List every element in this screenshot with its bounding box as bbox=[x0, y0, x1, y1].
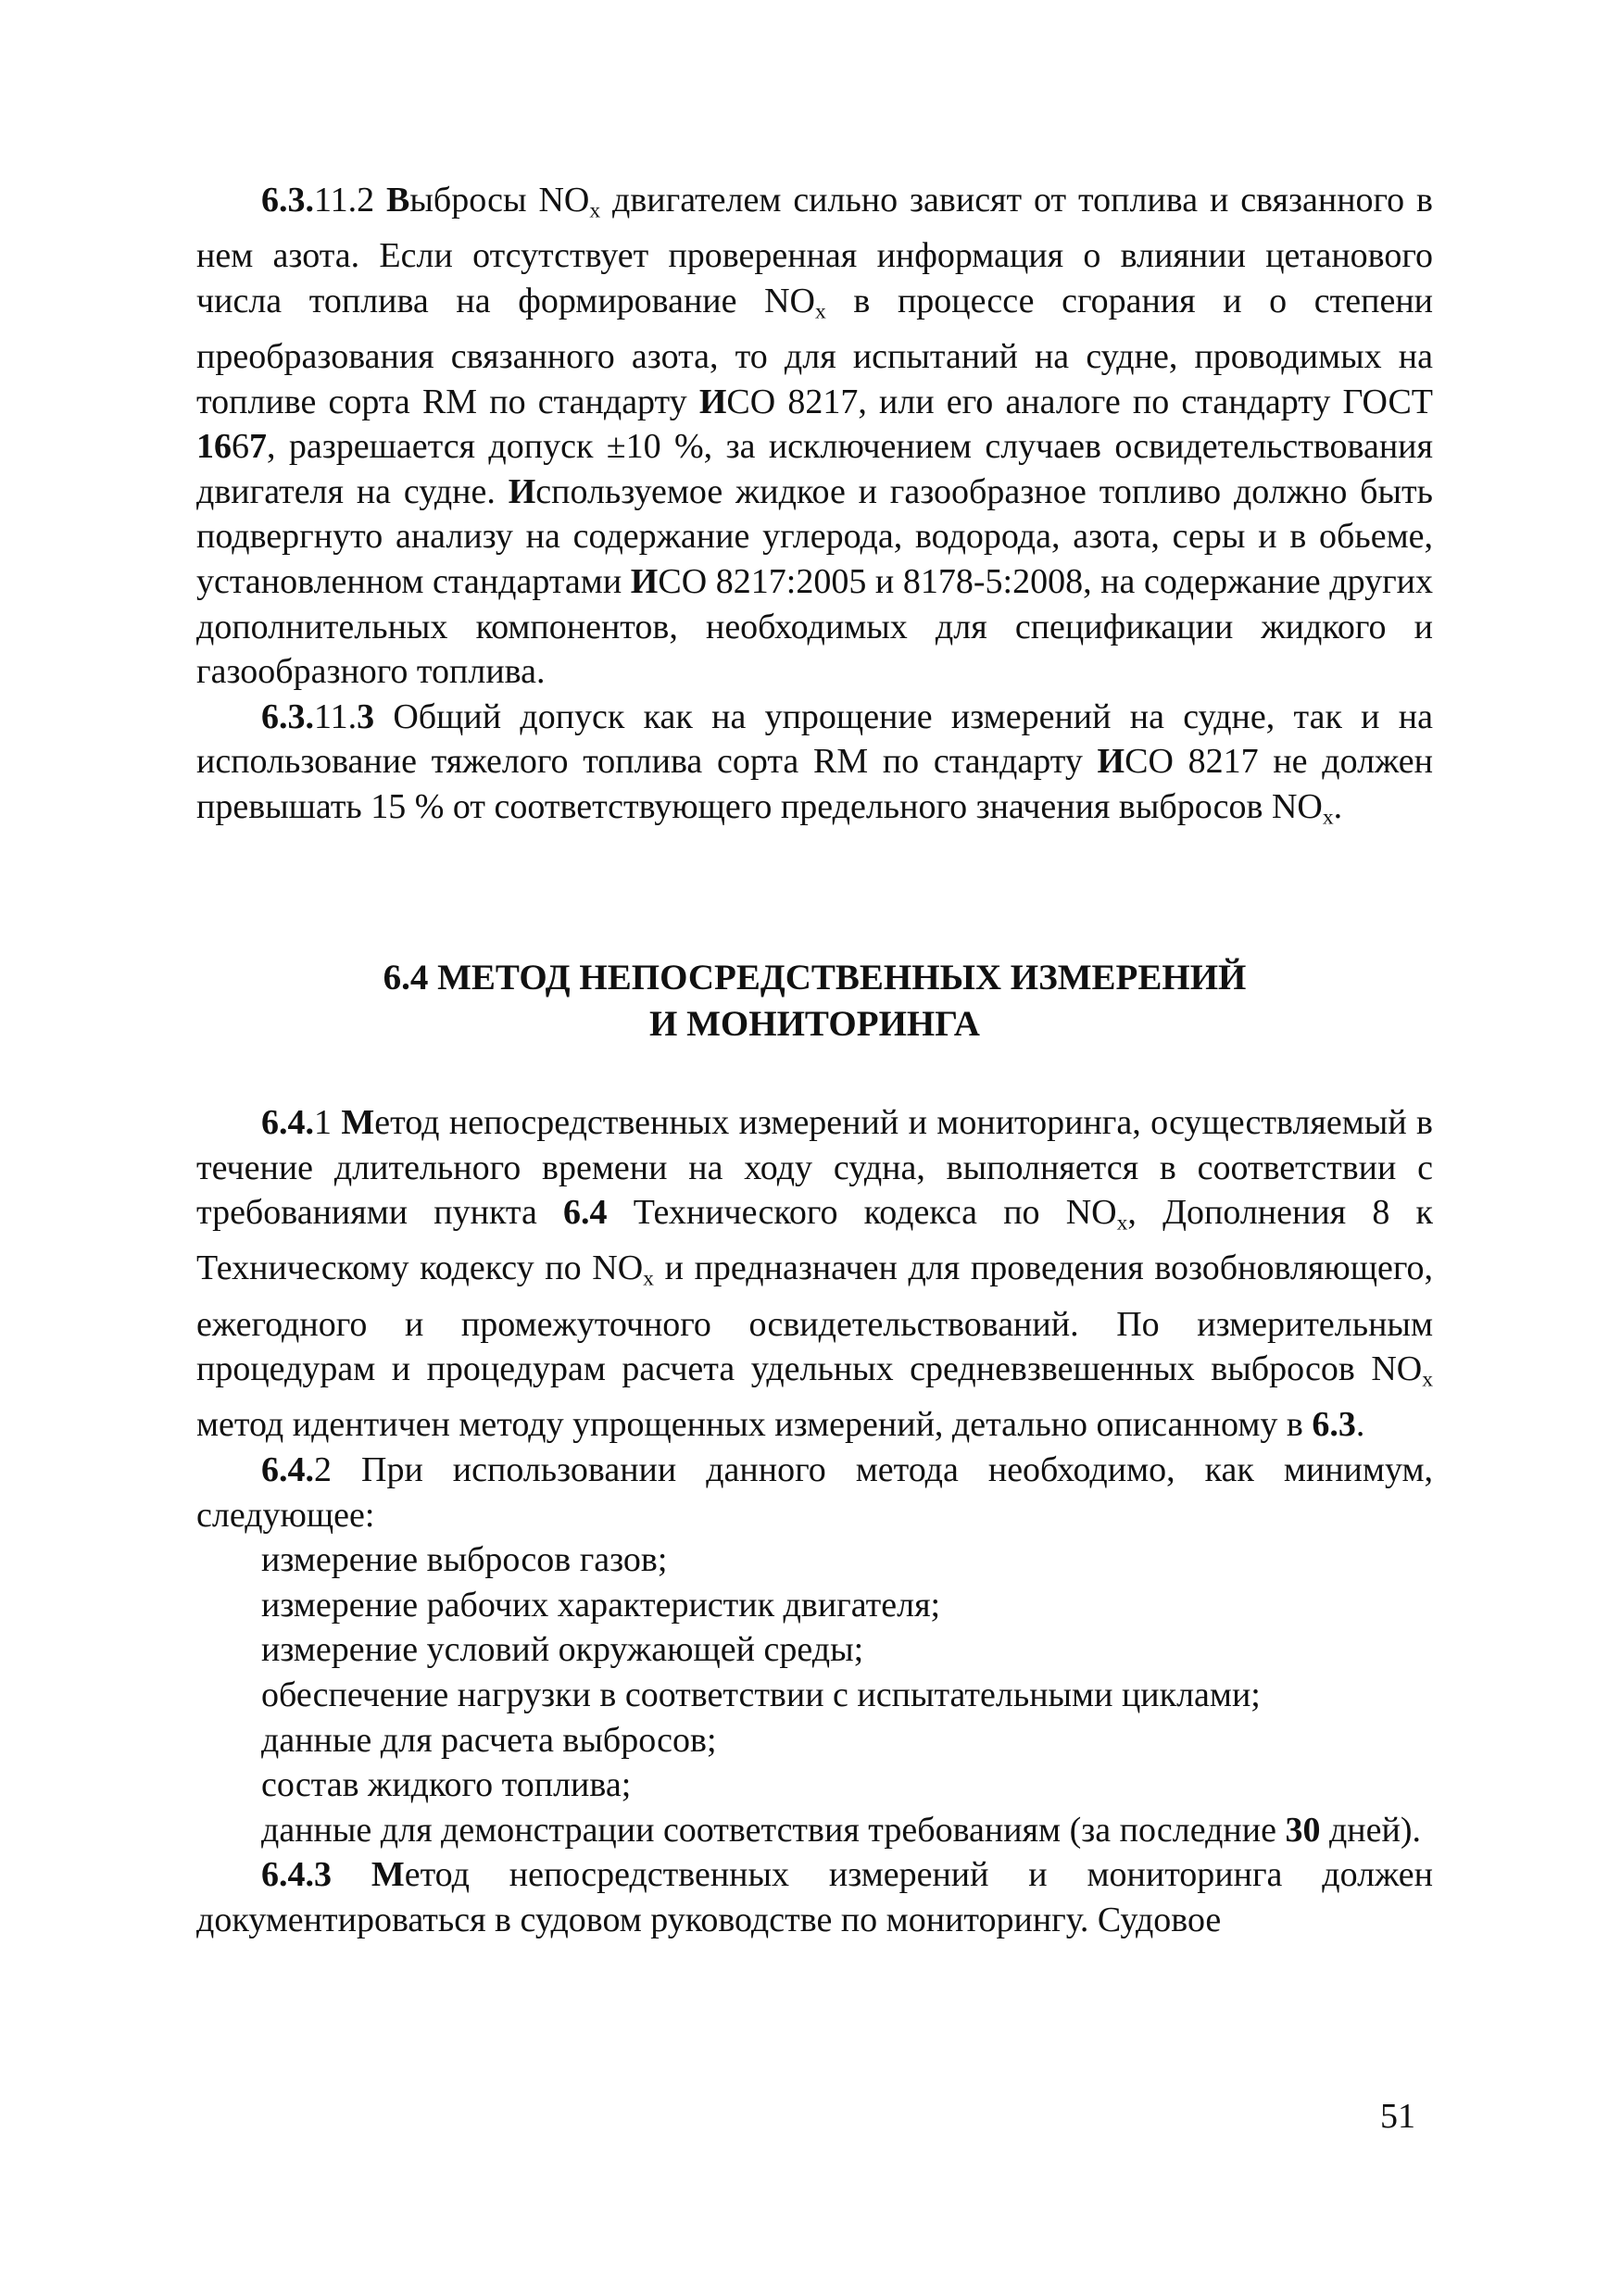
text-run: двигателем сильно зависят от топлива и связанного в нем азота. Если отсутствует проверенная информация о влиянии цетанового числа топлива на формирование NO bbox=[196, 181, 1433, 320]
clause-number-part: 11.2 bbox=[314, 181, 386, 220]
text-run: етод непосредственных измерений и мониторинга, осуществляемый в течение длительного времени на ходу судна, выполняется в соответствии с требованиями пункта bbox=[196, 1103, 1434, 1233]
bold-digits: 16 bbox=[196, 427, 232, 467]
clause-number-part: 6.4. bbox=[261, 1449, 314, 1489]
text-run: данные для демонстрации соответствия требованиям (за последние bbox=[261, 1810, 1286, 1850]
bold-letter: М bbox=[341, 1103, 375, 1142]
clause-number: 6.4.3 bbox=[261, 1855, 332, 1895]
clause-number-part: 6.4. bbox=[261, 1103, 314, 1142]
text-run: . bbox=[1355, 1405, 1365, 1445]
clause-number-part: 3 bbox=[357, 696, 375, 736]
list-item: состав жидкого топлива; bbox=[261, 1765, 632, 1805]
bold-letter: И bbox=[508, 471, 536, 511]
section-6-4-block bbox=[196, 1100, 1433, 1942]
bold-digits: 30 bbox=[1285, 1810, 1321, 1850]
paragraph-6-3-11-2 bbox=[196, 178, 1433, 695]
bold-letter: М bbox=[371, 1855, 405, 1895]
text-run: 6 bbox=[232, 427, 249, 467]
paragraph-6-4-3 bbox=[196, 1852, 1433, 1942]
bold-digits: 7 bbox=[249, 427, 267, 467]
text-run: При использовании данного метода необходимо, как минимум, следующее: bbox=[196, 1449, 1433, 1535]
paragraph-6-4-1 bbox=[196, 1100, 1433, 1448]
text-run: , Дополнения 8 к Техническому кодексу по NO bbox=[196, 1193, 1433, 1288]
nox-subscript: x bbox=[1322, 805, 1334, 830]
list-item: измерение условий окружающей среды; bbox=[261, 1630, 864, 1670]
nox-subscript: x bbox=[1116, 1211, 1128, 1236]
text-run: Технического кодекса по NO bbox=[607, 1193, 1117, 1233]
list-item: данные для расчета выбросов; bbox=[261, 1720, 717, 1760]
heading-line-1: 6.4 МЕТОД НЕПОСРЕДСТВЕННЫХ ИЗМЕРЕНИЙ bbox=[383, 958, 1247, 997]
bold-letter: В bbox=[385, 181, 410, 220]
nox-subscript: x bbox=[643, 1266, 654, 1291]
requirements-list bbox=[196, 1537, 1433, 1808]
nox-subscript: x bbox=[815, 299, 826, 324]
section-6-3-11-block bbox=[196, 178, 1433, 840]
bold-reference: 6.3 bbox=[1312, 1405, 1356, 1445]
text-run: в процессе сгорания и о степени преобразования связанного азота, то для испытаний на судне, проводимых на топливе сорта RM по стандарту bbox=[196, 281, 1433, 421]
list-item: измерение рабочих характеристик двигателя; bbox=[261, 1585, 941, 1625]
clause-number-part: 6.3. bbox=[261, 181, 314, 220]
list-item: обеспечение нагрузки в соответствии с испытательными циклами; bbox=[261, 1675, 1261, 1714]
text-run: СО 8217 не должен превышать 15 % от соответствующего предельного значения выбросов NO bbox=[196, 742, 1433, 826]
bold-letter: И bbox=[698, 382, 727, 421]
list-item: измерение выбросов газов; bbox=[261, 1540, 668, 1580]
list-item-last bbox=[196, 1808, 1433, 1853]
bold-reference: 6.4 bbox=[563, 1193, 608, 1233]
bold-letter: И bbox=[630, 561, 659, 601]
clause-number-part: 11. bbox=[314, 696, 358, 736]
bold-letter: И bbox=[1097, 742, 1125, 782]
text-run: СО 8217:2005 и 8178-5:2008, на содержание других дополнительных компонентов, необходимых для спецификации жидкого и газообразного топлива. bbox=[196, 561, 1434, 692]
text-run: СО 8217, или его аналоге по стандарту ГОСТ bbox=[726, 382, 1433, 421]
nox-subscript: x bbox=[589, 198, 601, 223]
page-number: 51 bbox=[1380, 2097, 1415, 2136]
text-run: , разрешается допуск ±10 %, за исключением случаев освидетельствования двигателя на судне. bbox=[196, 427, 1433, 511]
text-run: метод идентичен методу упрощенных измерений, детально описанному в bbox=[196, 1405, 1313, 1445]
text-run: дней). bbox=[1320, 1810, 1421, 1850]
text-run: етод непосредственных измерений и мониторинга должен документироваться в судовом руководстве по мониторингу. Судовое bbox=[196, 1855, 1433, 1939]
clause-number-part: 1 bbox=[314, 1103, 342, 1142]
text-run: . bbox=[1333, 786, 1343, 826]
section-heading-6-4 bbox=[196, 955, 1433, 1048]
clause-number-part: 2 bbox=[314, 1449, 332, 1489]
clause-number-part: 6.3. bbox=[261, 696, 314, 736]
text-run: спользуемое жидкое и газообразное топливо должно быть подвергнуто анализу на содержание углерода, водорода, азота, серы и в обьеме, установленном стандартами bbox=[196, 471, 1433, 601]
text-run: Общий допуск как на упрощение измерений на судне, так и на использование тяжелого топлива сорта RM по стандарту bbox=[196, 696, 1433, 782]
text-run: и предназначен для проведения возобновляющего, ежегодного и промежуточного освидетельствований. По измерительным процедурам и процедурам расчета удельных средневзвешенных выбросов NO bbox=[196, 1248, 1434, 1389]
nox-subscript: x bbox=[1422, 1367, 1433, 1392]
paragraph-6-4-2 bbox=[196, 1448, 1433, 1537]
heading-line-2: И МОНИТОРИНГА bbox=[649, 1004, 980, 1044]
text-run: ыбросы NO bbox=[409, 181, 590, 220]
paragraph-6-3-11-3 bbox=[196, 695, 1433, 840]
